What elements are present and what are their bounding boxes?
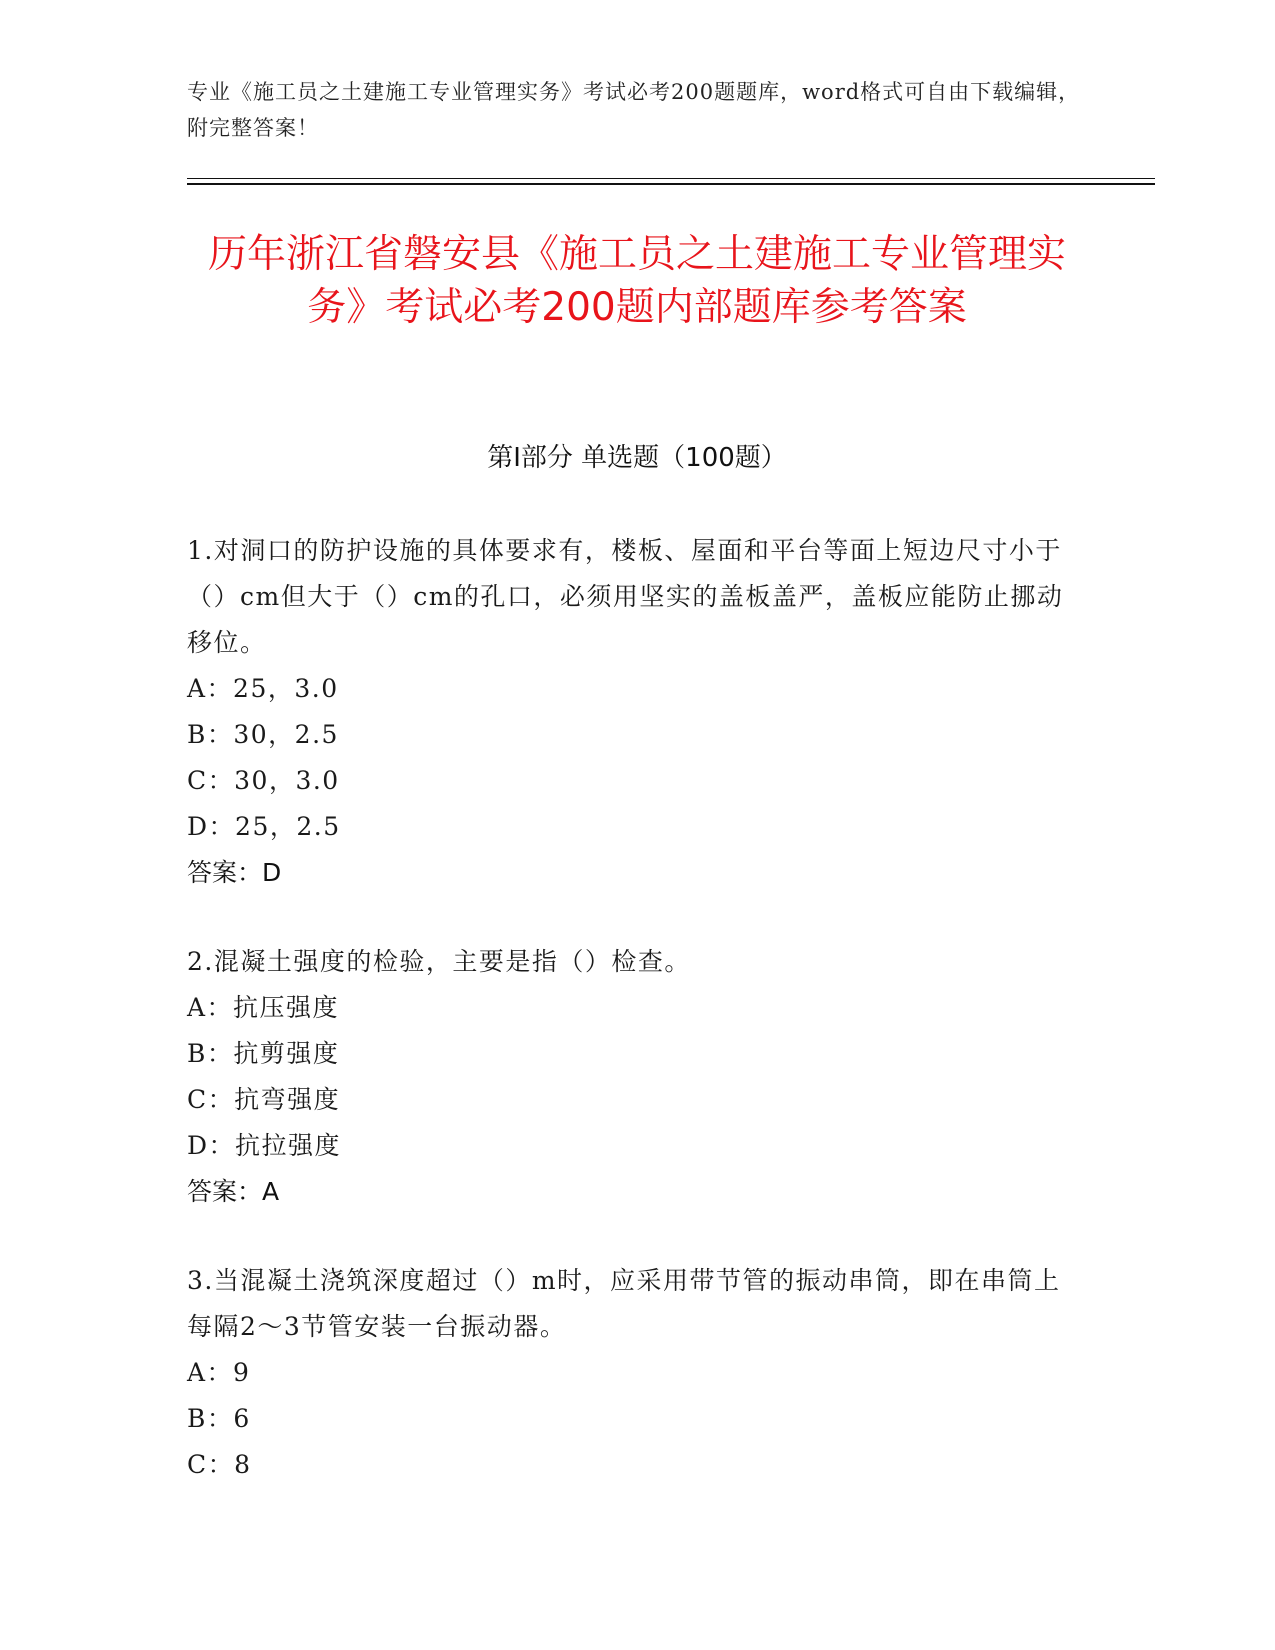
question-option: D：抗拉强度 (187, 1131, 342, 1160)
question-option: C：抗弯强度 (187, 1085, 341, 1114)
question-stem: 1.对洞口的防护设施的具体要求有，楼板、屋面和平台等面上短边尺寸小于（）cm但大于（）cm的孔口，必须用坚实的盖板盖严，盖板应能防止挪动移位。 (187, 536, 1064, 657)
question-item (187, 528, 1077, 896)
question-stem: 3.当混凝土浇筑深度超过（）m时，应采用带节管的振动串筒，即在串筒上每隔2～3节管安装一台振动器。 (187, 1266, 1061, 1341)
header-note: 专业《施工员之土建施工专业管理实务》考试必考200题题库，word格式可自由下载编辑，附完整答案！ (187, 80, 1081, 140)
question-option: D：25，2.5 (187, 812, 341, 841)
question-option: C：30，3.0 (187, 766, 340, 795)
question-option: A：9 (187, 1358, 251, 1387)
question-option: B：30，2.5 (187, 720, 339, 749)
question-option: B：6 (187, 1404, 251, 1433)
question-stem: 2.混凝土强度的检验，主要是指（）检查。 (187, 947, 691, 976)
header-divider-thin (187, 178, 1155, 179)
question-option: A：抗压强度 (187, 993, 340, 1022)
question-list (187, 528, 1077, 1531)
question-option: A：25，3.0 (187, 674, 339, 703)
question-answer: 答案：D (187, 858, 282, 887)
question-answer: 答案：A (187, 1177, 280, 1206)
question-option: B：抗剪强度 (187, 1039, 340, 1068)
question-item (187, 939, 1077, 1215)
header-divider-thick (187, 183, 1155, 185)
question-option: C：8 (187, 1450, 252, 1479)
section-heading: 第I部分 单选题（100题） (487, 443, 787, 473)
question-item (187, 1258, 1077, 1488)
document-title: 历年浙江省磐安县《施工员之土建施工专业管理实务》考试必考200题内部题库参考答案 (207, 232, 1066, 330)
